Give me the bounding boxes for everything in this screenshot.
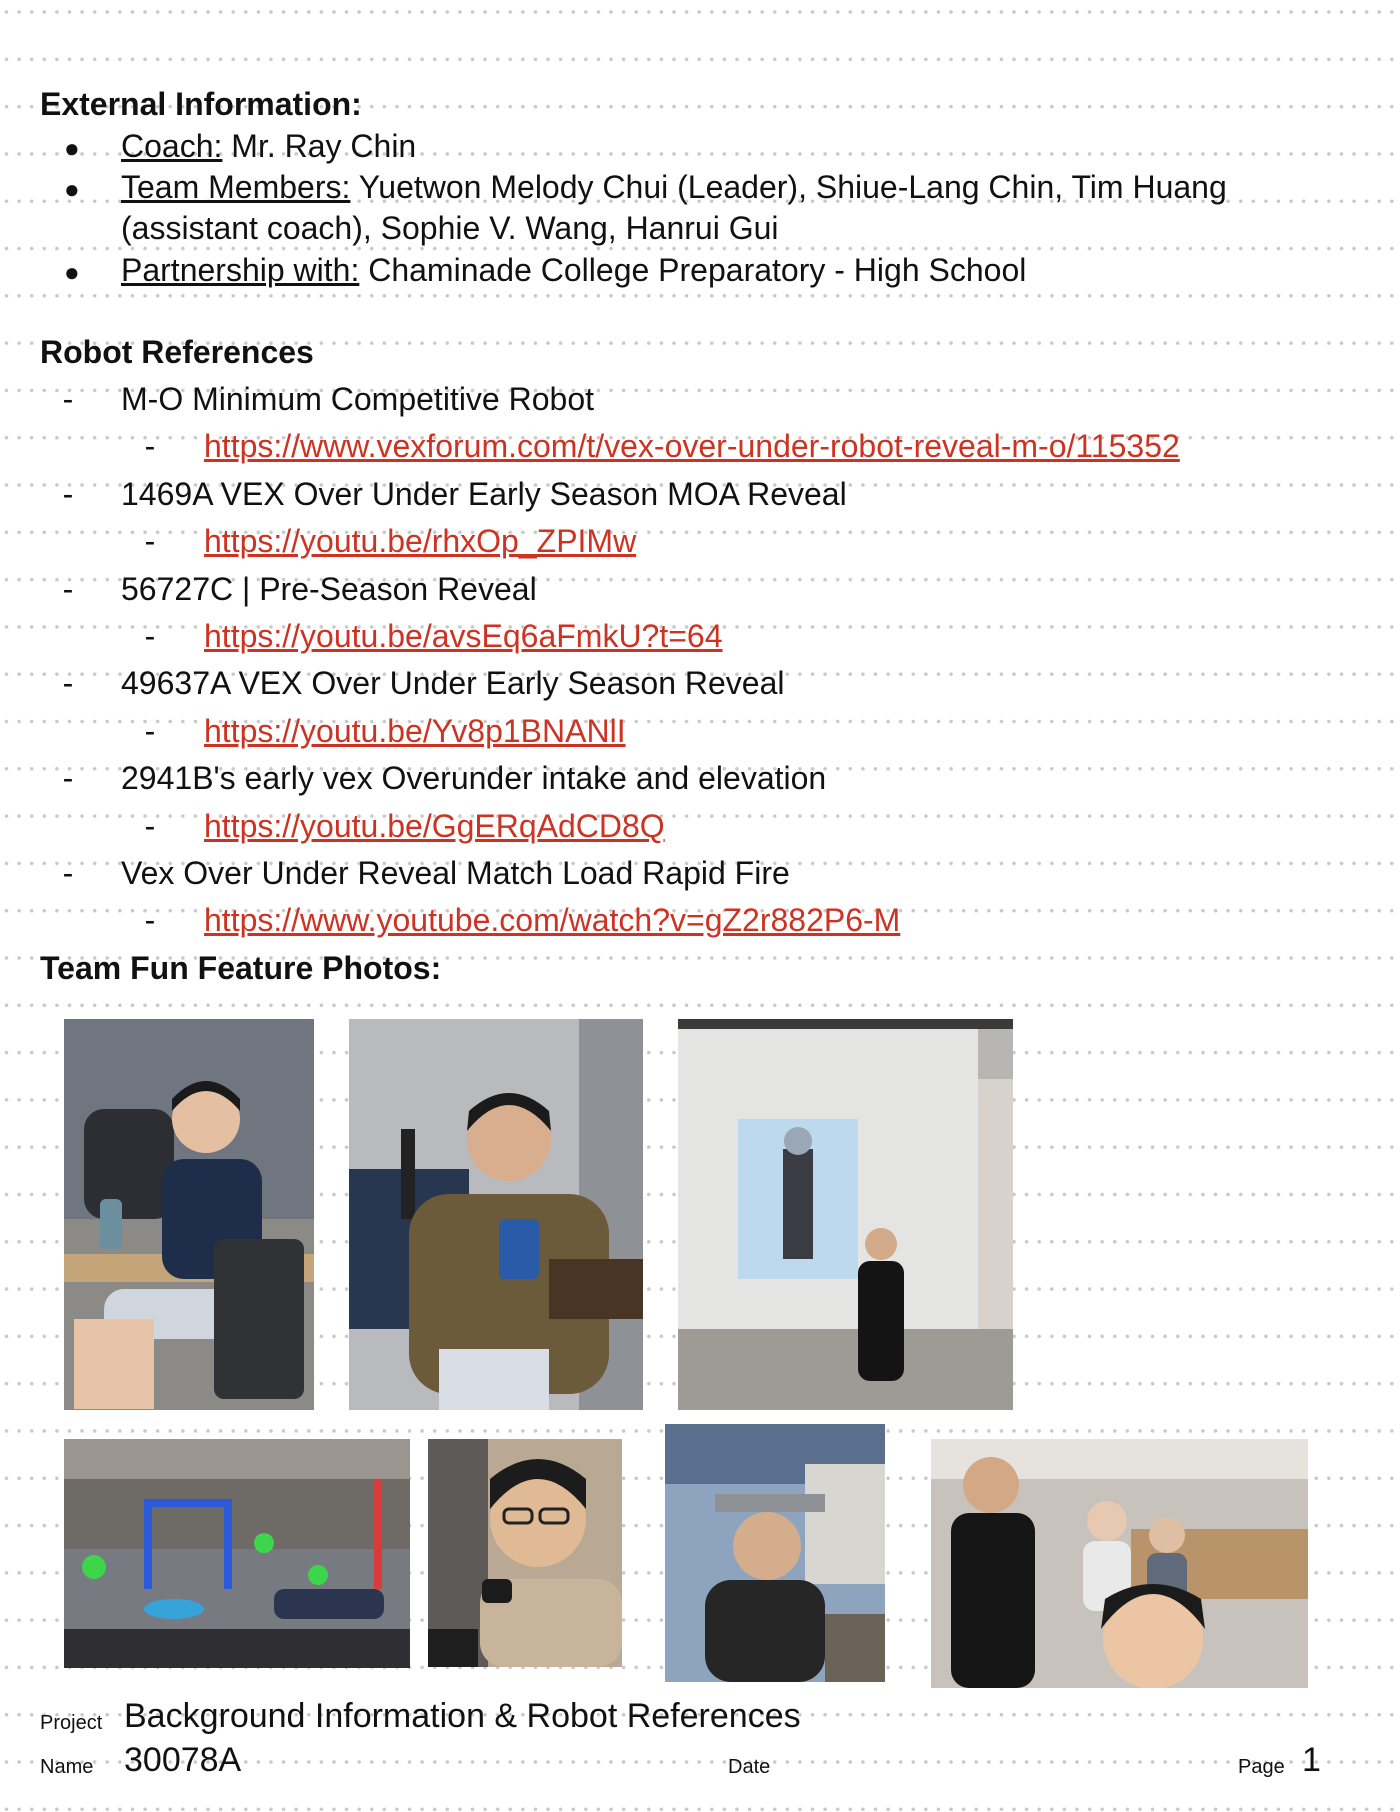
robot-ref-title: M-O Minimum Competitive Robot bbox=[121, 381, 594, 417]
partnership-line bbox=[121, 252, 1026, 288]
robot-ref-title: 56727C | Pre-Season Reveal bbox=[121, 571, 537, 607]
robot-ref-title: 49637A VEX Over Under Early Season Reveal bbox=[121, 665, 785, 701]
bullet-icon: ● bbox=[64, 174, 80, 204]
page-number: 1 bbox=[1302, 1741, 1321, 1779]
robot-ref-link[interactable]: https://youtu.be/Yv8p1BNANlI bbox=[204, 713, 626, 749]
team-photo bbox=[349, 1019, 643, 1410]
team-photo bbox=[428, 1439, 622, 1667]
dash-icon: - bbox=[144, 902, 156, 938]
team-photo bbox=[665, 1424, 885, 1682]
external-heading: External Information: bbox=[40, 86, 362, 122]
partnership-label: Partnership with: bbox=[121, 252, 360, 288]
team-members-line bbox=[121, 169, 1227, 205]
robot-ref-link[interactable]: https://youtu.be/rhxOp_ZPIMw bbox=[204, 523, 637, 559]
photos-heading: Team Fun Feature Photos: bbox=[40, 950, 442, 986]
dash-icon: - bbox=[144, 523, 156, 559]
robot-ref-link[interactable]: https://www.youtube.com/watch?v=gZ2r882P6-M bbox=[204, 902, 901, 938]
team-members-value: Yuetwon Melody Chui (Leader), Shiue-Lang Chin, Tim Huang bbox=[350, 169, 1227, 205]
robot-ref-link[interactable]: https://youtu.be/avsEq6aFmkU?t=64 bbox=[204, 618, 723, 654]
robot-ref-link[interactable]: https://www.vexforum.com/t/vex-over-under-robot-reveal-m-o/115352 bbox=[204, 428, 1180, 464]
project-title: Background Information & Robot References bbox=[124, 1697, 801, 1735]
list-item bbox=[64, 252, 80, 290]
page-label: Page bbox=[1238, 1756, 1285, 1778]
team-members-label: Team Members: bbox=[121, 169, 351, 205]
dash-icon: - bbox=[144, 808, 156, 844]
robot-ref-link[interactable]: https://youtu.be/GgERqAdCD8Q bbox=[204, 808, 665, 844]
team-photo bbox=[931, 1439, 1308, 1688]
dash-icon: - bbox=[62, 855, 74, 891]
robot-references-heading: Robot References bbox=[40, 334, 314, 370]
team-number: 30078A bbox=[124, 1741, 242, 1779]
project-label: Project bbox=[40, 1712, 103, 1734]
partnership-value: Chaminade College Preparatory - High School bbox=[359, 252, 1027, 288]
robot-ref-title: 1469A VEX Over Under Early Season MOA Reveal bbox=[121, 476, 847, 512]
team-photo bbox=[64, 1439, 410, 1668]
team-photo bbox=[678, 1019, 1013, 1410]
coach-value: Mr. Ray Chin bbox=[222, 128, 417, 164]
robot-ref-title: 2941B's early vex Overunder intake and elevation bbox=[121, 760, 827, 796]
dash-icon: - bbox=[144, 713, 156, 749]
bullet-icon: ● bbox=[64, 133, 80, 163]
coach-label: Coach: bbox=[121, 128, 223, 164]
team-members-value-cont: (assistant coach), Sophie V. Wang, Hanrui Gui bbox=[121, 210, 779, 246]
dash-icon: - bbox=[144, 428, 156, 464]
list-item bbox=[64, 169, 80, 207]
team-photo bbox=[64, 1019, 314, 1410]
dash-icon: - bbox=[62, 760, 74, 796]
dash-icon: - bbox=[62, 476, 74, 512]
date-label: Date bbox=[728, 1756, 771, 1778]
dash-icon: - bbox=[62, 571, 74, 607]
coach-line bbox=[121, 128, 416, 164]
bullet-icon: ● bbox=[64, 257, 80, 287]
list-item bbox=[64, 128, 80, 166]
dash-icon: - bbox=[144, 618, 156, 654]
robot-ref-title: Vex Over Under Reveal Match Load Rapid Fire bbox=[121, 855, 790, 891]
name-label: Name bbox=[40, 1756, 94, 1778]
dash-icon: - bbox=[62, 381, 74, 417]
dash-icon: - bbox=[62, 665, 74, 701]
